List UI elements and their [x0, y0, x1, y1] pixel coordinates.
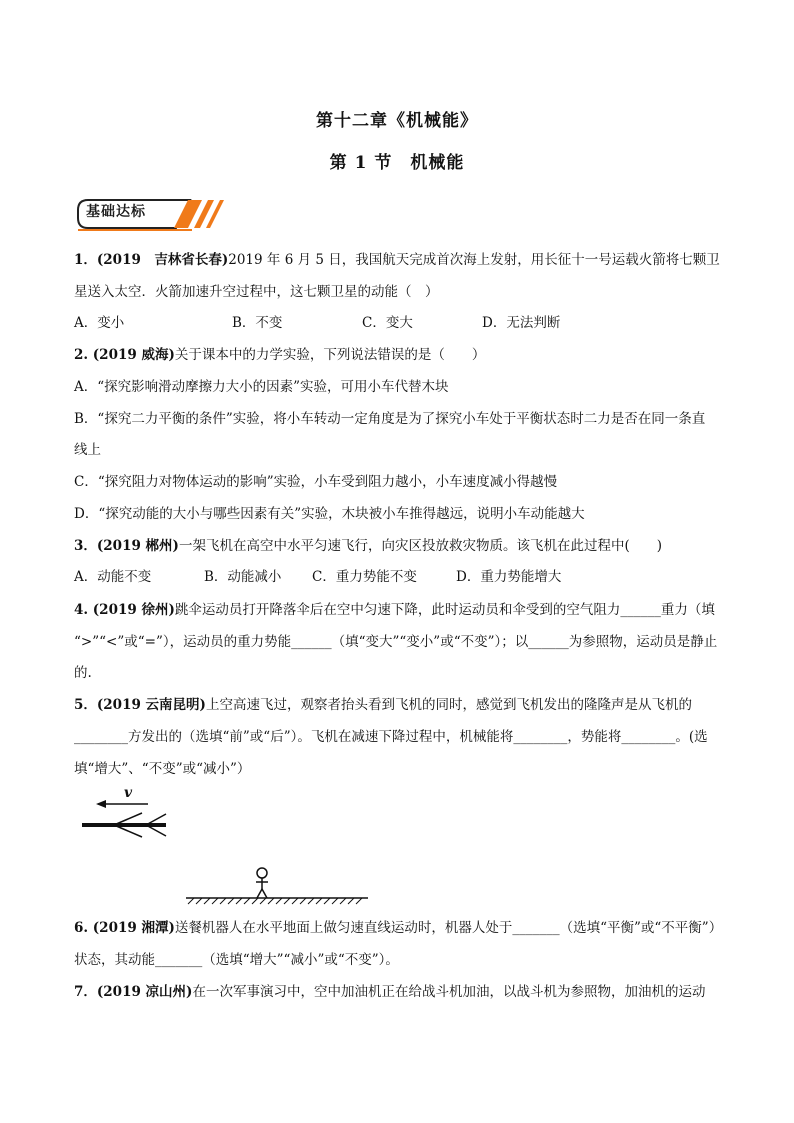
section-banner	[74, 196, 224, 236]
ground-hatching	[188, 898, 362, 904]
q3-options	[74, 567, 754, 587]
q1-tag: 1．(2019 吉林省长春)	[74, 252, 229, 268]
q4-line3: 的.	[74, 665, 92, 681]
q3-text: 一架飞机在高空中水平匀速飞行，向灾区投放救灾物质。该飞机在此过程中( )	[178, 538, 662, 554]
q2-option-d: D．“探究动能的大小与哪些因素有关”实验，木块被小车推得越远，说明小车动能越大	[74, 506, 585, 522]
q3-tag: 3．(2019 郴州)	[74, 538, 179, 554]
q3-option-d: D．重力势能增大	[456, 569, 562, 585]
section-title: 第 1 节 机械能	[329, 153, 465, 173]
q1-text: 2019 年 6 月 5 日，我国航天完成首次海上发射，用长征十一号运载火箭将七颗卫	[228, 252, 720, 268]
q1-line1	[74, 250, 754, 270]
q1-option-a: A．变小	[74, 315, 125, 331]
q5-line1	[74, 695, 754, 715]
q6-text: 送餐机器人在水平地面上做匀速直线运动时，机器人处于_______（选填“平衡”或“不平衡”）	[174, 920, 723, 936]
q2-option-b-line1: B．“探究二力平衡的条件”实验，将小车转动一定角度是为了探究小车处于平衡状态时二力是否在同一条直	[74, 411, 706, 427]
q5-line3: 填“增大”、“不变”或“减小”）	[74, 761, 251, 777]
q5-tag: 5．(2019 云南昆明)	[74, 697, 206, 713]
q5-figure	[76, 784, 376, 913]
q6-tag: 6. (2019 湘潭)	[74, 920, 175, 936]
q1-options	[74, 313, 754, 333]
q1-option-c: C．变大	[362, 315, 413, 331]
q3-option-a: A．动能不变	[74, 569, 152, 585]
q2-option-c: C．“探究阻力对物体运动的影响”实验，小车受到阻力越小，小车速度减小得越慢	[74, 474, 558, 490]
q1-line2: 星送入太空．火箭加速升空过程中，这七颗卫星的动能（ ）	[74, 284, 439, 300]
q3-option-b: B．动能减小	[204, 569, 282, 585]
q1-option-b: B．不变	[232, 315, 283, 331]
q2-option-b-line2: 线上	[74, 442, 101, 458]
chapter-title: 第十二章《机械能》	[316, 111, 478, 131]
q2-line1	[74, 345, 754, 365]
q4-line1	[74, 600, 754, 620]
q7-line1	[74, 982, 754, 1002]
q5-text: 上空高速飞过，观察者抬头看到飞机的同时，感觉到飞机发出的隆隆声是从飞机的	[205, 697, 692, 713]
q5-line2: ________方发出的（选填“前”或“后”）。飞机在减速下降过程中，机械能将________，势能将________。(选	[74, 729, 708, 745]
banner-label: 基础达标	[86, 204, 146, 220]
q3-line1	[74, 536, 754, 556]
q7-text: 在一次军事演习中，空中加油机正在给战斗机加油，以战斗机为参照物，加油机的运动	[192, 984, 706, 1000]
airplane-observer-diagram	[76, 784, 376, 909]
observer-figure	[256, 868, 268, 898]
q7-tag: 7．(2019 凉山州)	[74, 984, 193, 1000]
q2-text: 关于课本中的力学实验，下列说法错误的是（ ）	[174, 347, 486, 363]
q4-line2: “>”“<”或“=”），运动员的重力势能______（填“变大”“变小”或“不变”）；以______为参照物，运动员是静止	[74, 634, 718, 650]
q4-tag: 4. (2019 徐州)	[74, 602, 175, 618]
q4-text: 跳伞运动员打开降落伞后在空中匀速下降，此时运动员和伞受到的空气阻力______重力（填	[174, 602, 715, 618]
velocity-label: v	[124, 785, 133, 801]
velocity-arrowhead	[96, 800, 106, 808]
q1-option-d: D．无法判断	[482, 315, 561, 331]
q6-line2: 状态，其动能_______（选填“增大”“减小”或“不变”）。	[74, 952, 399, 968]
q6-line1	[74, 918, 754, 938]
q3-option-c: C．重力势能不变	[312, 569, 417, 585]
q2-tag: 2. (2019 威海)	[74, 347, 175, 363]
q2-option-a: A．“探究影响滑动摩擦力大小的因素”实验，可用小车代替木块	[74, 379, 449, 395]
